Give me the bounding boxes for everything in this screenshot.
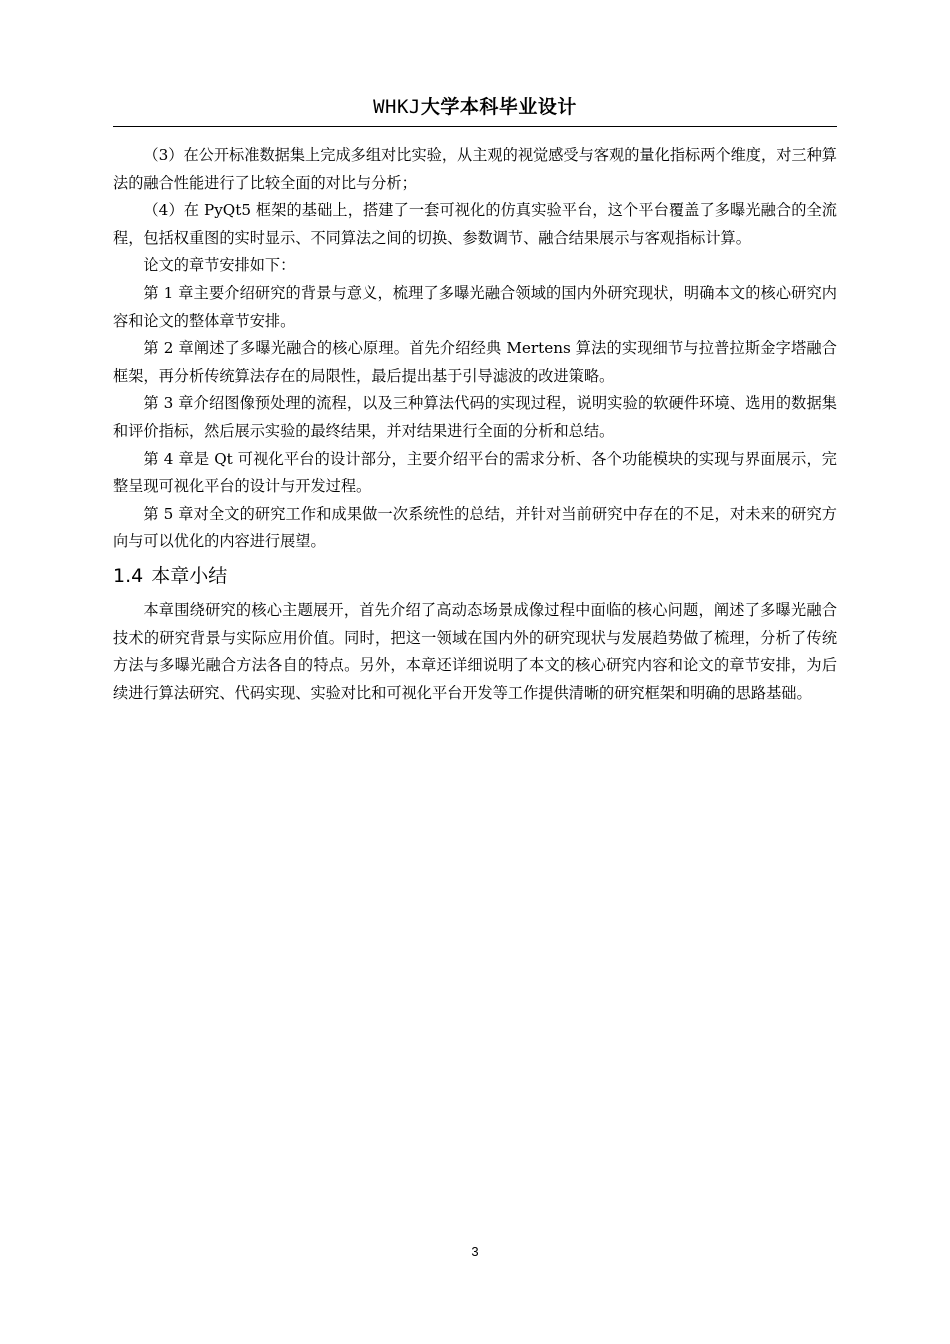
section-number: 1.4 [113,564,144,587]
page-header [113,93,837,127]
paragraph-chapter-intro: 论文的章节安排如下： [143,256,296,275]
header-brand: WHKJ [373,96,421,118]
page-number: 3 [471,1244,479,1259]
paragraph-item-4: （4）在 PyQt5 框架的基础上，搭建了一套可视化的仿真实验平台，这个平台覆盖了多曝光融合的全流程，包括权重图的实时显示、不同算法之间的切换、参数调节、融合结果展示与客观指标计算。 [113,201,837,247]
body-text [113,142,837,707]
section-title: 本章小结 [151,564,228,587]
paragraph-summary: 本章围绕研究的核心主题展开，首先介绍了高动态场景成像过程中面临的核心问题，阐述了多曝光融合技术的研究背景与实际应用价值。同时，把这一领域在国内外的研究现状与发展趋势做了梳理，分析了传统方法与多曝光融合方法各自的特点。另外，本章还详细说明了本文的核心研究内容和论文的章节安排，为后续进行算法研究、代码实现、实验对比和可视化平台开发等工作提供清晰的研究框架和明确的思路基础。 [113,600,837,702]
section-heading [113,561,837,591]
paragraph-chapter-5: 第 5 章对全文的研究工作和成果做一次系统性的总结，并针对当前研究中存在的不足，对未来的研究方向与可以优化的内容进行展望。 [113,504,837,551]
paragraph-chapter-1: 第 1 章主要介绍研究的背景与意义，梳理了多曝光融合领域的国内外研究现状，明确本文的核心研究内容和论文的整体章节安排。 [113,283,837,330]
paragraph-chapter-4: 第 4 章是 Qt 可视化平台的设计部分，主要介绍平台的需求分析、各个功能模块的实现与界面展示，完整呈现可视化平台的设计与开发过程。 [113,449,837,496]
paragraph-chapter-2: 第 2 章阐述了多曝光融合的核心原理。首先介绍经典 Mertens 算法的实现细节与拉普拉斯金字塔融合框架，再分析传统算法存在的局限性，最后提出基于引导滤波的改进策略。 [113,339,837,385]
header-rule [113,126,837,127]
paragraph-item-3: （3）在公开标准数据集上完成多组对比实验，从主观的视觉感受与客观的量化指标两个维度，对三种算法的融合性能进行了比较全面的对比与分析； [113,146,837,192]
header-university: 大学本科毕业设计 [420,96,577,118]
paragraph-chapter-3: 第 3 章介绍图像预处理的流程，以及三种算法代码的实现过程，说明实验的软硬件环境、选用的数据集和评价指标，然后展示实验的最终结果，并对结果进行全面的分析和总结。 [113,394,837,440]
